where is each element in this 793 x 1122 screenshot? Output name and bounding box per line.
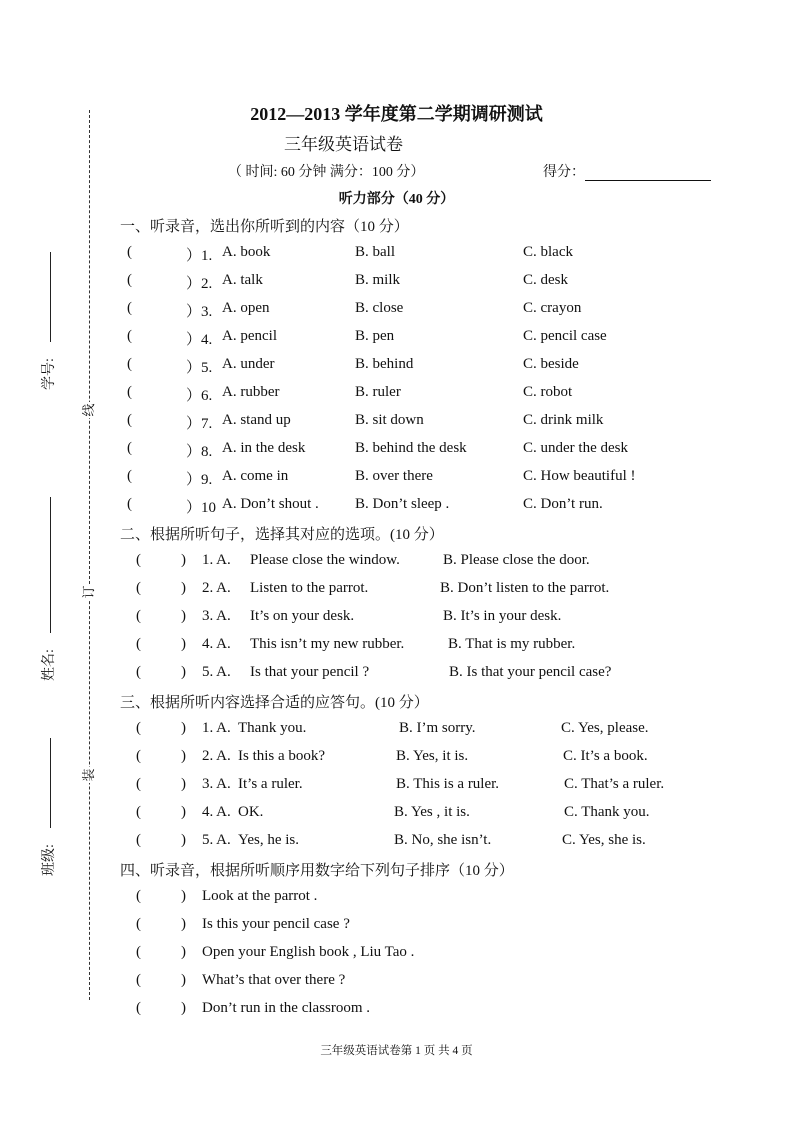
question-row xyxy=(0,832,793,852)
question-number: ）7. xyxy=(186,416,213,432)
question-number: 2. A. xyxy=(202,748,231,764)
option-b: B. It’s in your desk. xyxy=(443,608,562,624)
option-c: C. black xyxy=(523,244,573,260)
question-number: ）10 xyxy=(186,500,217,516)
sentence-text: Look at the parrot . xyxy=(202,888,318,904)
answer-blank-close: ) xyxy=(181,972,186,988)
question-row xyxy=(0,328,793,348)
option-a: A. come in xyxy=(222,468,289,484)
question-number: ）1. xyxy=(186,248,213,264)
name-label: 姓名: xyxy=(41,649,57,681)
answer-blank[interactable]: ( xyxy=(136,1000,141,1016)
question-row xyxy=(0,272,793,292)
answer-blank[interactable]: ( xyxy=(127,412,132,428)
question-row xyxy=(0,356,793,376)
question-row xyxy=(0,608,793,628)
sentence-text: Open your English book , Liu Tao . xyxy=(202,944,415,960)
score-field[interactable] xyxy=(543,161,711,181)
ordering-row xyxy=(0,944,793,964)
question-row xyxy=(0,300,793,320)
sentence-text: Don’t run in the classroom . xyxy=(202,1000,371,1016)
question-row xyxy=(0,384,793,404)
answer-blank-close: ) xyxy=(181,832,186,848)
option-b: B. Yes , it is. xyxy=(394,804,470,820)
sentence-text: Is this your pencil case ? xyxy=(202,916,350,932)
answer-blank[interactable]: ( xyxy=(136,580,141,596)
exam-meta: （ 时间: 60 分钟 满分：100 分） xyxy=(228,165,425,180)
answer-blank[interactable]: ( xyxy=(136,916,141,932)
question-row xyxy=(0,244,793,264)
question-row xyxy=(0,440,793,460)
answer-blank[interactable]: ( xyxy=(136,608,141,624)
answer-blank[interactable]: ( xyxy=(136,888,141,904)
option-c: C. It’s a book. xyxy=(563,748,648,764)
option-a: Is that your pencil ? xyxy=(250,664,370,680)
question-number: ）9. xyxy=(186,472,213,488)
question-row xyxy=(0,720,793,740)
option-a: A. book xyxy=(222,244,271,260)
answer-blank-close: ) xyxy=(181,776,186,792)
answer-blank[interactable]: ( xyxy=(136,748,141,764)
exam-subtitle: 三年级英语试卷 xyxy=(284,135,403,154)
question-number: 3. A. xyxy=(202,776,231,792)
option-a: A. rubber xyxy=(222,384,280,400)
option-a: A. Don’t shout . xyxy=(222,496,319,512)
exam-title: 2012—2013 学年度第二学期调研测试 xyxy=(250,104,543,124)
ordering-row xyxy=(0,972,793,992)
option-b: B. No, she isn’t. xyxy=(394,832,492,848)
option-b: B. pen xyxy=(355,328,395,344)
question-row xyxy=(0,580,793,600)
answer-blank-close: ) xyxy=(181,748,186,764)
option-c: C. Yes, she is. xyxy=(562,832,646,848)
option-c: C. desk xyxy=(523,272,568,288)
option-b: B. That is my rubber. xyxy=(448,636,576,652)
answer-blank-close: ) xyxy=(181,664,186,680)
question-row xyxy=(0,804,793,824)
option-c: C. Yes, please. xyxy=(561,720,649,736)
option-b: B. I’m sorry. xyxy=(399,720,476,736)
option-b: B. ball xyxy=(355,244,395,260)
binding-mark-line: 线 xyxy=(81,403,96,417)
answer-blank[interactable]: ( xyxy=(136,832,141,848)
question-row xyxy=(0,636,793,656)
section-3-heading: 三、根据所听内容选择合适的应答句。(10 分） xyxy=(120,695,429,711)
sentence-text: What’s that over there ? xyxy=(202,972,346,988)
answer-blank[interactable]: ( xyxy=(127,356,132,372)
option-b: B. Is that your pencil case? xyxy=(449,664,612,680)
option-c: C. Don’t run. xyxy=(523,496,603,512)
question-number: ）5. xyxy=(186,360,213,376)
option-c: C. How beautiful ! xyxy=(523,468,636,484)
option-a: It’s a ruler. xyxy=(238,776,303,792)
answer-blank[interactable]: ( xyxy=(136,944,141,960)
class-label: 班级: xyxy=(41,844,57,876)
option-b: B. sit down xyxy=(355,412,424,428)
question-row xyxy=(0,412,793,432)
question-number: 3. A. xyxy=(202,608,231,624)
option-a: Yes, he is. xyxy=(238,832,299,848)
option-b: B. behind the desk xyxy=(355,440,467,456)
answer-blank-close: ) xyxy=(181,580,186,596)
section-1-heading: 一、听录音，选出你所听到的内容（10 分） xyxy=(120,219,409,235)
option-c: C. That’s a ruler. xyxy=(564,776,665,792)
question-row xyxy=(0,748,793,768)
answer-blank[interactable]: ( xyxy=(127,244,132,260)
answer-blank-close: ) xyxy=(181,1000,186,1016)
answer-blank[interactable]: ( xyxy=(127,384,132,400)
option-b: B. Yes, it is. xyxy=(396,748,469,764)
option-a: It’s on your desk. xyxy=(250,608,355,624)
option-c: C. Thank you. xyxy=(564,804,650,820)
answer-blank[interactable]: ( xyxy=(127,468,132,484)
question-number: 1. A. xyxy=(202,552,231,568)
option-a: A. talk xyxy=(222,272,263,288)
option-a: A. in the desk xyxy=(222,440,306,456)
answer-blank[interactable]: ( xyxy=(136,720,141,736)
option-b: B. Don’t sleep . xyxy=(355,496,450,512)
question-row xyxy=(0,776,793,796)
option-a: A. under xyxy=(222,356,275,372)
question-row xyxy=(0,664,793,684)
answer-blank[interactable]: ( xyxy=(136,636,141,652)
option-b: B. Don’t listen to the parrot. xyxy=(440,580,610,596)
option-b: B. close xyxy=(355,300,404,316)
answer-blank[interactable]: ( xyxy=(127,440,132,456)
section-2-heading: 二、根据所听句子，选择其对应的选项。(10 分） xyxy=(120,527,444,543)
option-a: A. pencil xyxy=(222,328,277,344)
option-c: C. beside xyxy=(523,356,579,372)
option-a: Please close the window. xyxy=(250,552,400,568)
student-number-label: 学号: xyxy=(41,358,57,390)
answer-blank-close: ) xyxy=(181,888,186,904)
answer-blank[interactable]: ( xyxy=(136,664,141,680)
ordering-row xyxy=(0,888,793,908)
option-a: A. open xyxy=(222,300,270,316)
score-label: 得分： xyxy=(543,165,585,180)
binding-mark-order: 订 xyxy=(81,585,96,599)
listening-heading: 听力部分（40 分） xyxy=(338,192,455,207)
answer-blank-close: ) xyxy=(181,636,186,652)
answer-blank[interactable]: ( xyxy=(127,328,132,344)
ordering-row xyxy=(0,1000,793,1020)
section-4-heading: 四、听录音，根据所听顺序用数字给下列句子排序（10 分） xyxy=(120,863,514,879)
page-footer: 三年级英语试卷第 1 页 共 4 页 xyxy=(320,1045,473,1057)
answer-blank-close: ) xyxy=(181,804,186,820)
option-a: A. stand up xyxy=(222,412,291,428)
option-c: C. drink milk xyxy=(523,412,604,428)
option-c: C. robot xyxy=(523,384,573,400)
question-number: 4. A. xyxy=(202,804,231,820)
answer-blank-close: ) xyxy=(181,608,186,624)
option-b: B. This is a ruler. xyxy=(396,776,500,792)
option-c: C. pencil case xyxy=(523,328,607,344)
answer-blank[interactable]: ( xyxy=(127,272,132,288)
answer-blank-close: ) xyxy=(181,720,186,736)
question-number: ）6. xyxy=(186,388,213,404)
ordering-row xyxy=(0,916,793,936)
question-number: 1. A. xyxy=(202,720,231,736)
answer-blank-close: ) xyxy=(181,916,186,932)
binding-mark-bind: 装 xyxy=(81,768,96,782)
question-number: 4. A. xyxy=(202,636,231,652)
option-b: B. Please close the door. xyxy=(443,552,590,568)
question-row xyxy=(0,496,793,516)
answer-blank-close: ) xyxy=(181,944,186,960)
question-number: ）3. xyxy=(186,304,213,320)
answer-blank[interactable]: ( xyxy=(127,300,132,316)
answer-blank[interactable]: ( xyxy=(136,972,141,988)
option-b: B. behind xyxy=(355,356,414,372)
option-c: C. crayon xyxy=(523,300,582,316)
question-number: ）4. xyxy=(186,332,213,348)
question-number: 2. A. xyxy=(202,580,231,596)
option-a: This isn’t my new rubber. xyxy=(250,636,405,652)
option-a: Is this a book? xyxy=(238,748,326,764)
question-number: 5. A. xyxy=(202,832,231,848)
option-a: Listen to the parrot. xyxy=(250,580,369,596)
option-b: B. over there xyxy=(355,468,433,484)
question-number: 5. A. xyxy=(202,664,231,680)
score-blank[interactable] xyxy=(585,164,711,181)
option-b: B. milk xyxy=(355,272,401,288)
option-a: OK. xyxy=(238,804,264,820)
answer-blank[interactable]: ( xyxy=(127,496,132,512)
answer-blank-close: ) xyxy=(181,552,186,568)
option-a: Thank you. xyxy=(238,720,307,736)
question-number: ）2. xyxy=(186,276,213,292)
question-row xyxy=(0,468,793,488)
question-number: ）8. xyxy=(186,444,213,460)
option-b: B. ruler xyxy=(355,384,401,400)
answer-blank[interactable]: ( xyxy=(136,776,141,792)
answer-blank[interactable]: ( xyxy=(136,804,141,820)
answer-blank[interactable]: ( xyxy=(136,552,141,568)
question-row xyxy=(0,552,793,572)
option-c: C. under the desk xyxy=(523,440,628,456)
